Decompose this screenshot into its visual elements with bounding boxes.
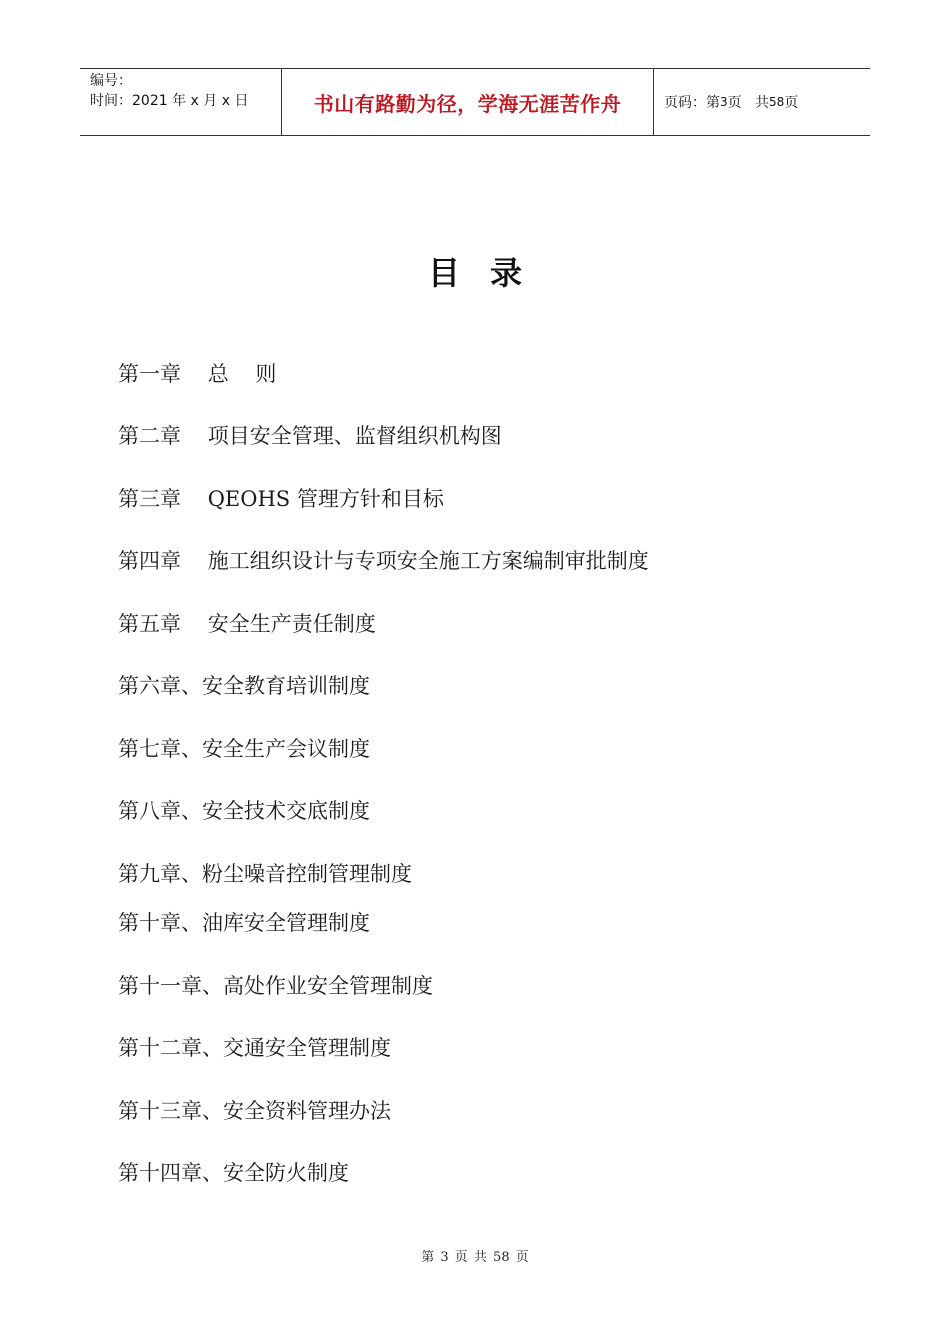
toc-item[interactable]: 第一章 总 则 — [118, 362, 277, 386]
toc-item[interactable]: 第十三章、安全资料管理办法 — [118, 1099, 391, 1123]
toc-item[interactable]: 第十一章、高处作业安全管理制度 — [118, 974, 433, 998]
toc-item[interactable]: 第三章 QEOHS 管理方针和目标 — [118, 487, 444, 511]
toc-item[interactable]: 第九章、粉尘噪音控制管理制度 — [118, 862, 412, 886]
page-header — [80, 68, 870, 136]
toc-item[interactable]: 第十二章、交通安全管理制度 — [118, 1036, 391, 1060]
page-current: 3 — [720, 95, 728, 109]
toc-item[interactable]: 第二章 项目安全管理、监督组织机构图 — [118, 424, 502, 448]
toc-item[interactable]: 第五章 安全生产责任制度 — [118, 612, 376, 636]
time-label: 时间：2021 年 x 月 x 日 — [90, 93, 249, 109]
toc-item[interactable]: 第十四章、安全防火制度 — [118, 1161, 349, 1185]
toc-item[interactable]: 第六章、安全教育培训制度 — [118, 674, 370, 698]
toc-item[interactable]: 第十章、油库安全管理制度 — [118, 911, 370, 935]
serial-label: 编号： — [90, 73, 132, 89]
page-footer: 第 3 页 共 58 页 — [421, 1250, 529, 1265]
page-suffix: 页 — [784, 95, 799, 111]
toc-item[interactable]: 第八章、安全技术交底制度 — [118, 799, 370, 823]
page-mid: 页 共 — [727, 95, 769, 111]
page-prefix: 页码：第 — [664, 95, 720, 111]
toc-item[interactable]: 第四章 施工组织设计与专项安全施工方案编制审批制度 — [118, 549, 649, 573]
toc-item[interactable]: 第七章、安全生产会议制度 — [118, 737, 370, 761]
header-motto: 书山有路勤为径，学海无涯苦作舟 — [282, 69, 654, 135]
header-page-info — [654, 69, 870, 135]
header-meta — [80, 69, 282, 135]
page-title: 目录 — [427, 254, 552, 292]
page-total: 58 — [769, 95, 785, 109]
